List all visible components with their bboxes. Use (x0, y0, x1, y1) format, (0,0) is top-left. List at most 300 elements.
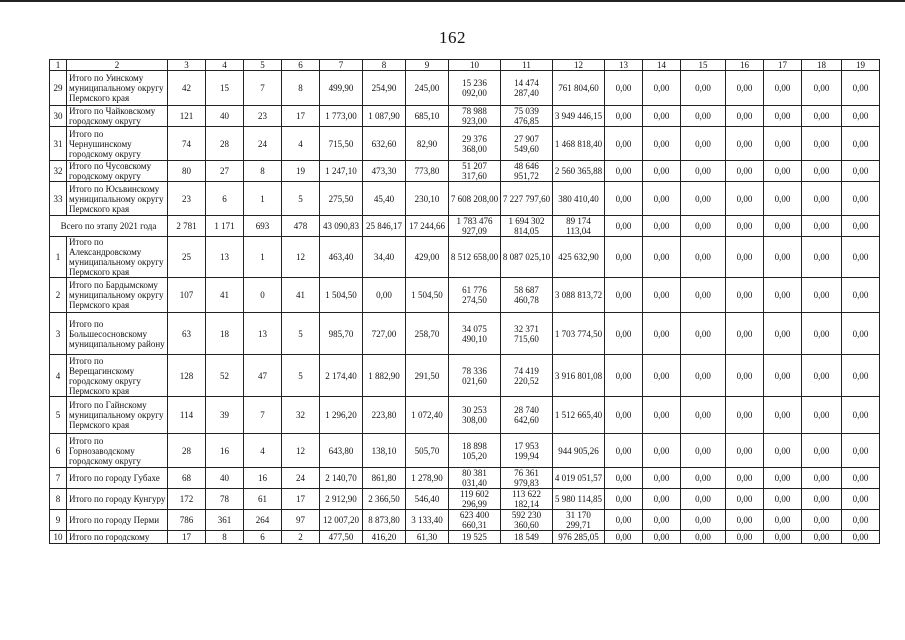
table-cell: 0,00 (681, 182, 726, 216)
table-cell: 24 (244, 127, 282, 161)
table-cell: 31 170 299,71 (553, 510, 605, 531)
table-cell: 0,00 (764, 313, 802, 355)
table-cell: 0,00 (802, 278, 842, 313)
table-cell: 0 (244, 278, 282, 313)
table-cell: 0,00 (605, 510, 643, 531)
table-cell: 1 247,10 (320, 161, 363, 182)
table-cell: 0,00 (764, 397, 802, 434)
table-cell: 0,00 (643, 468, 681, 489)
table-cell: 47 (244, 355, 282, 397)
row-number-cell: 5 (50, 397, 67, 434)
table-cell: 13 (206, 237, 244, 278)
table-cell: 17 244,66 (406, 216, 449, 237)
column-header: 2 (67, 60, 168, 71)
table-cell: 4 (244, 434, 282, 468)
table-cell: 80 381 031,40 (449, 468, 501, 489)
table-cell: 121 (168, 106, 206, 127)
row-number-cell: 4 (50, 355, 67, 397)
table-cell: 0,00 (643, 71, 681, 106)
table-cell: 0,00 (726, 216, 764, 237)
table-cell: 0,00 (681, 278, 726, 313)
row-name-cell: Итого по Горнозаводскому городскому округу (67, 434, 168, 468)
table-cell: 425 632,90 (553, 237, 605, 278)
table-cell: 7 (244, 397, 282, 434)
table-cell: 0,00 (681, 468, 726, 489)
table-cell: 18 549 (501, 531, 553, 544)
table-cell: 416,20 (363, 531, 406, 544)
table-cell: 0,00 (802, 355, 842, 397)
row-number-cell: 30 (50, 106, 67, 127)
column-header: 1 (50, 60, 67, 71)
table-cell: 3 088 813,72 (553, 278, 605, 313)
row-name-cell: Итого по Юсьвинскому муниципальному округу Пермского края (67, 182, 168, 216)
column-header: 3 (168, 60, 206, 71)
table-cell: 41 (282, 278, 320, 313)
table-cell: 0,00 (643, 127, 681, 161)
table-cell: 17 953 199,94 (501, 434, 553, 468)
column-header: 13 (605, 60, 643, 71)
column-header: 10 (449, 60, 501, 71)
row-name-cell: Итого по Бардымскому муниципальному округу Пермского края (67, 278, 168, 313)
table-cell: 0,00 (764, 489, 802, 510)
table-cell: 258,70 (406, 313, 449, 355)
table-cell: 2 912,90 (320, 489, 363, 510)
table-cell: 643,80 (320, 434, 363, 468)
table-cell: 27 (206, 161, 244, 182)
table-cell: 30 253 308,00 (449, 397, 501, 434)
table-cell: 32 371 715,60 (501, 313, 553, 355)
table-cell: 473,30 (363, 161, 406, 182)
table-cell: 245,00 (406, 71, 449, 106)
column-header: 14 (643, 60, 681, 71)
table-cell: 75 039 476,85 (501, 106, 553, 127)
table-cell: 1 882,90 (363, 355, 406, 397)
table-cell: 976 285,05 (553, 531, 605, 544)
table-cell: 0,00 (681, 355, 726, 397)
table-cell: 7 608 208,00 (449, 182, 501, 216)
table-row (50, 237, 880, 278)
row-number-cell: 33 (50, 182, 67, 216)
table-cell: 61 (244, 489, 282, 510)
table-cell: 8 512 658,00 (449, 237, 501, 278)
row-name-cell: Итого по городу Перми (67, 510, 168, 531)
table-cell: 0,00 (605, 278, 643, 313)
table-cell: 546,40 (406, 489, 449, 510)
table-cell: 0,00 (363, 278, 406, 313)
table-cell: 0,00 (842, 278, 880, 313)
table-cell: 14 474 287,40 (501, 71, 553, 106)
table-cell: 61 776 274,50 (449, 278, 501, 313)
table-cell: 89 174 113,04 (553, 216, 605, 237)
table-cell: 80 (168, 161, 206, 182)
table-cell: 0,00 (726, 237, 764, 278)
table-cell: 0,00 (643, 355, 681, 397)
row-number-cell: 29 (50, 71, 67, 106)
table-cell: 0,00 (605, 434, 643, 468)
table-cell: 78 336 021,60 (449, 355, 501, 397)
table-cell: 17 (168, 531, 206, 544)
table-cell: 0,00 (726, 397, 764, 434)
row-number-cell: 31 (50, 127, 67, 161)
table-cell: 0,00 (681, 161, 726, 182)
table-cell: 230,10 (406, 182, 449, 216)
table-cell: 0,00 (842, 127, 880, 161)
table-cell: 0,00 (726, 355, 764, 397)
data-table (49, 59, 880, 544)
table-cell: 0,00 (681, 489, 726, 510)
table-cell: 39 (206, 397, 244, 434)
top-rule (0, 0, 905, 2)
table-cell: 1 694 302 814,05 (501, 216, 553, 237)
table-cell: 40 (206, 468, 244, 489)
row-name-cell: Итого по городскому (67, 531, 168, 544)
table-cell: 52 (206, 355, 244, 397)
table-cell: 1 504,50 (320, 278, 363, 313)
table-cell: 944 905,26 (553, 434, 605, 468)
column-header: 7 (320, 60, 363, 71)
table-cell: 0,00 (842, 161, 880, 182)
table-cell: 74 (168, 127, 206, 161)
table-cell: 1 703 774,50 (553, 313, 605, 355)
table-cell: 0,00 (842, 397, 880, 434)
table-cell: 16 (244, 468, 282, 489)
table-cell: 0,00 (842, 355, 880, 397)
table-cell: 463,40 (320, 237, 363, 278)
table-cell: 1 087,90 (363, 106, 406, 127)
table-cell: 861,80 (363, 468, 406, 489)
table-cell: 0,00 (802, 127, 842, 161)
table-cell: 0,00 (842, 313, 880, 355)
table-row (50, 182, 880, 216)
table-cell: 0,00 (764, 278, 802, 313)
table-cell: 477,50 (320, 531, 363, 544)
table-cell: 1 512 665,40 (553, 397, 605, 434)
table-cell: 0,00 (842, 237, 880, 278)
table-cell: 97 (282, 510, 320, 531)
table-cell: 78 (206, 489, 244, 510)
column-header: 6 (282, 60, 320, 71)
table-cell: 43 090,83 (320, 216, 363, 237)
table-cell: 1 (244, 237, 282, 278)
table-cell: 3 133,40 (406, 510, 449, 531)
row-name-cell: Итого по городу Губахе (67, 468, 168, 489)
table-cell: 51 207 317,60 (449, 161, 501, 182)
column-header: 11 (501, 60, 553, 71)
table-cell: 8 873,80 (363, 510, 406, 531)
table-cell: 19 (282, 161, 320, 182)
table-cell: 34,40 (363, 237, 406, 278)
table-cell: 0,00 (605, 237, 643, 278)
table-cell: 632,60 (363, 127, 406, 161)
table-cell: 2 140,70 (320, 468, 363, 489)
row-name-cell: Итого по Верещагинскому городскому округу Пермского края (67, 355, 168, 397)
table-cell: 6 (244, 531, 282, 544)
row-number-cell: 6 (50, 434, 67, 468)
table-cell: 68 (168, 468, 206, 489)
row-number-cell: 32 (50, 161, 67, 182)
table-cell: 3 916 801,08 (553, 355, 605, 397)
row-number-cell: 1 (50, 237, 67, 278)
table-cell: 0,00 (764, 216, 802, 237)
total-label-cell: Всего по этапу 2021 года (50, 216, 168, 237)
table-cell: 15 236 092,00 (449, 71, 501, 106)
table-cell: 15 (206, 71, 244, 106)
table-cell: 223,80 (363, 397, 406, 434)
page-number: 162 (439, 28, 466, 47)
table-cell: 0,00 (605, 468, 643, 489)
table-row (50, 71, 880, 106)
table-row (50, 313, 880, 355)
column-header: 5 (244, 60, 282, 71)
table-cell: 8 087 025,10 (501, 237, 553, 278)
column-header: 15 (681, 60, 726, 71)
table-cell: 2 560 365,88 (553, 161, 605, 182)
table-cell: 138,10 (363, 434, 406, 468)
table-cell: 380 410,40 (553, 182, 605, 216)
table-cell: 0,00 (643, 434, 681, 468)
table-cell: 0,00 (764, 127, 802, 161)
table-cell: 40 (206, 106, 244, 127)
table-total-row (50, 216, 880, 237)
table-cell: 28 740 642,60 (501, 397, 553, 434)
row-name-cell: Итого по Большесосновскому муниципальному району (67, 313, 168, 355)
row-name-cell: Итого по Гайнскому муниципальному округу Пермского края (67, 397, 168, 434)
table-cell: 0,00 (681, 434, 726, 468)
row-name-cell: Итого по городу Кунгуру (67, 489, 168, 510)
table-cell: 0,00 (681, 510, 726, 531)
table-cell: 2 781 (168, 216, 206, 237)
table-cell: 28 (168, 434, 206, 468)
table-cell: 0,00 (726, 468, 764, 489)
table-cell: 1 171 (206, 216, 244, 237)
table-cell: 0,00 (802, 313, 842, 355)
table-cell: 25 846,17 (363, 216, 406, 237)
table-cell: 1 468 818,40 (553, 127, 605, 161)
table-cell: 128 (168, 355, 206, 397)
table-cell: 4 (282, 127, 320, 161)
table-cell: 0,00 (802, 434, 842, 468)
row-number-cell: 8 (50, 489, 67, 510)
row-number-cell: 3 (50, 313, 67, 355)
table-cell: 0,00 (764, 355, 802, 397)
table-cell: 48 646 951,72 (501, 161, 553, 182)
table-cell: 0,00 (802, 237, 842, 278)
table-cell: 254,90 (363, 71, 406, 106)
table-cell: 478 (282, 216, 320, 237)
table-cell: 18 (206, 313, 244, 355)
column-header: 18 (802, 60, 842, 71)
table-cell: 82,90 (406, 127, 449, 161)
table-cell: 78 988 923,00 (449, 106, 501, 127)
table-cell: 0,00 (681, 106, 726, 127)
table-cell: 0,00 (681, 531, 726, 544)
column-header: 8 (363, 60, 406, 71)
table-cell: 0,00 (643, 161, 681, 182)
table-cell: 0,00 (681, 71, 726, 106)
table-cell: 0,00 (802, 468, 842, 489)
table-cell: 2 366,50 (363, 489, 406, 510)
table-cell: 0,00 (643, 313, 681, 355)
table-cell: 0,00 (605, 127, 643, 161)
table-cell: 0,00 (764, 434, 802, 468)
table-cell: 114 (168, 397, 206, 434)
table-cell: 3 949 446,15 (553, 106, 605, 127)
table-cell: 0,00 (643, 278, 681, 313)
table-cell: 0,00 (726, 161, 764, 182)
table-cell: 0,00 (726, 127, 764, 161)
table-cell: 592 230 360,60 (501, 510, 553, 531)
table-cell: 17 (282, 489, 320, 510)
table-cell: 29 376 368,00 (449, 127, 501, 161)
table-cell: 0,00 (605, 397, 643, 434)
table-cell: 0,00 (802, 397, 842, 434)
table-cell: 499,90 (320, 71, 363, 106)
table-header-row (50, 60, 880, 71)
table-cell: 1 072,40 (406, 397, 449, 434)
table-cell: 0,00 (726, 531, 764, 544)
table-cell: 41 (206, 278, 244, 313)
table-cell: 0,00 (802, 531, 842, 544)
table-row (50, 127, 880, 161)
table-row (50, 278, 880, 313)
table-cell: 0,00 (842, 182, 880, 216)
table-cell: 8 (244, 161, 282, 182)
table-cell: 0,00 (842, 510, 880, 531)
table-cell: 0,00 (643, 531, 681, 544)
table-row (50, 106, 880, 127)
table-cell: 0,00 (802, 216, 842, 237)
table-cell: 12 (282, 434, 320, 468)
table-cell: 0,00 (802, 106, 842, 127)
table-cell: 23 (168, 182, 206, 216)
table-cell: 0,00 (802, 510, 842, 531)
table-cell: 505,70 (406, 434, 449, 468)
table-cell: 0,00 (802, 489, 842, 510)
table-cell: 0,00 (643, 237, 681, 278)
table-cell: 0,00 (681, 216, 726, 237)
table-cell: 0,00 (764, 237, 802, 278)
table-cell: 6 (206, 182, 244, 216)
table-cell: 0,00 (842, 489, 880, 510)
table-cell: 623 400 660,31 (449, 510, 501, 531)
table-cell: 0,00 (842, 531, 880, 544)
table-cell: 0,00 (764, 510, 802, 531)
table-cell: 0,00 (681, 237, 726, 278)
table-cell: 0,00 (605, 489, 643, 510)
table-cell: 0,00 (605, 313, 643, 355)
table-cell: 0,00 (726, 489, 764, 510)
table-cell: 685,10 (406, 106, 449, 127)
table-cell: 61,30 (406, 531, 449, 544)
row-name-cell: Итого по Чусовскому городскому округу (67, 161, 168, 182)
table-cell: 985,70 (320, 313, 363, 355)
table-cell: 0,00 (764, 106, 802, 127)
table-cell: 5 (282, 355, 320, 397)
table-cell: 58 687 460,78 (501, 278, 553, 313)
table-row (50, 489, 880, 510)
table-cell: 1 504,50 (406, 278, 449, 313)
column-header: 4 (206, 60, 244, 71)
column-header: 19 (842, 60, 880, 71)
table-cell: 113 622 182,14 (501, 489, 553, 510)
table-cell: 4 019 051,57 (553, 468, 605, 489)
table-cell: 0,00 (605, 106, 643, 127)
table-cell: 0,00 (726, 510, 764, 531)
table-cell: 0,00 (764, 468, 802, 489)
row-name-cell: Итого по Чернушинскому городскому округу (67, 127, 168, 161)
table-cell: 16 (206, 434, 244, 468)
row-number-cell: 7 (50, 468, 67, 489)
table-cell: 715,50 (320, 127, 363, 161)
table-cell: 761 804,60 (553, 71, 605, 106)
table-cell: 18 898 105,20 (449, 434, 501, 468)
table-cell: 0,00 (764, 161, 802, 182)
table-cell: 7 (244, 71, 282, 106)
table-row (50, 510, 880, 531)
table-cell: 7 227 797,60 (501, 182, 553, 216)
column-header: 16 (726, 60, 764, 71)
table-cell: 0,00 (842, 216, 880, 237)
table-row (50, 397, 880, 434)
table-cell: 0,00 (802, 161, 842, 182)
table-cell: 5 980 114,85 (553, 489, 605, 510)
table-cell: 0,00 (726, 278, 764, 313)
table-cell: 1 773,00 (320, 106, 363, 127)
table-row (50, 161, 880, 182)
table-cell: 27 907 549,60 (501, 127, 553, 161)
table-cell: 76 361 979,83 (501, 468, 553, 489)
table-cell: 0,00 (764, 71, 802, 106)
table-cell: 0,00 (605, 355, 643, 397)
table-cell: 727,00 (363, 313, 406, 355)
table-cell: 0,00 (605, 182, 643, 216)
table-cell: 107 (168, 278, 206, 313)
table-cell: 5 (282, 182, 320, 216)
row-name-cell: Итого по Александровскому муниципальному округу Пермского края (67, 237, 168, 278)
table-cell: 13 (244, 313, 282, 355)
table-cell: 0,00 (764, 182, 802, 216)
table-cell: 0,00 (643, 216, 681, 237)
table-cell: 0,00 (605, 161, 643, 182)
table-cell: 0,00 (726, 71, 764, 106)
table-cell: 28 (206, 127, 244, 161)
table-cell: 0,00 (643, 489, 681, 510)
table-cell: 275,50 (320, 182, 363, 216)
table-cell: 0,00 (681, 127, 726, 161)
table-cell: 63 (168, 313, 206, 355)
table-cell: 5 (282, 313, 320, 355)
table-cell: 0,00 (726, 106, 764, 127)
table-cell: 119 602 296,99 (449, 489, 501, 510)
table-row (50, 434, 880, 468)
table-cell: 0,00 (643, 397, 681, 434)
table-cell: 32 (282, 397, 320, 434)
table-cell: 8 (282, 71, 320, 106)
table-cell: 0,00 (802, 71, 842, 106)
table-cell: 0,00 (764, 531, 802, 544)
table-cell: 0,00 (726, 434, 764, 468)
column-header: 17 (764, 60, 802, 71)
table-cell: 0,00 (605, 216, 643, 237)
table-cell: 0,00 (842, 71, 880, 106)
row-name-cell: Итого по Уинскому муниципальному округу Пермского края (67, 71, 168, 106)
table-cell: 1 296,20 (320, 397, 363, 434)
table-cell: 0,00 (605, 71, 643, 106)
table-cell: 693 (244, 216, 282, 237)
table-cell: 0,00 (643, 182, 681, 216)
row-name-cell: Итого по Чайковскому городскому округу (67, 106, 168, 127)
table-cell: 8 (206, 531, 244, 544)
